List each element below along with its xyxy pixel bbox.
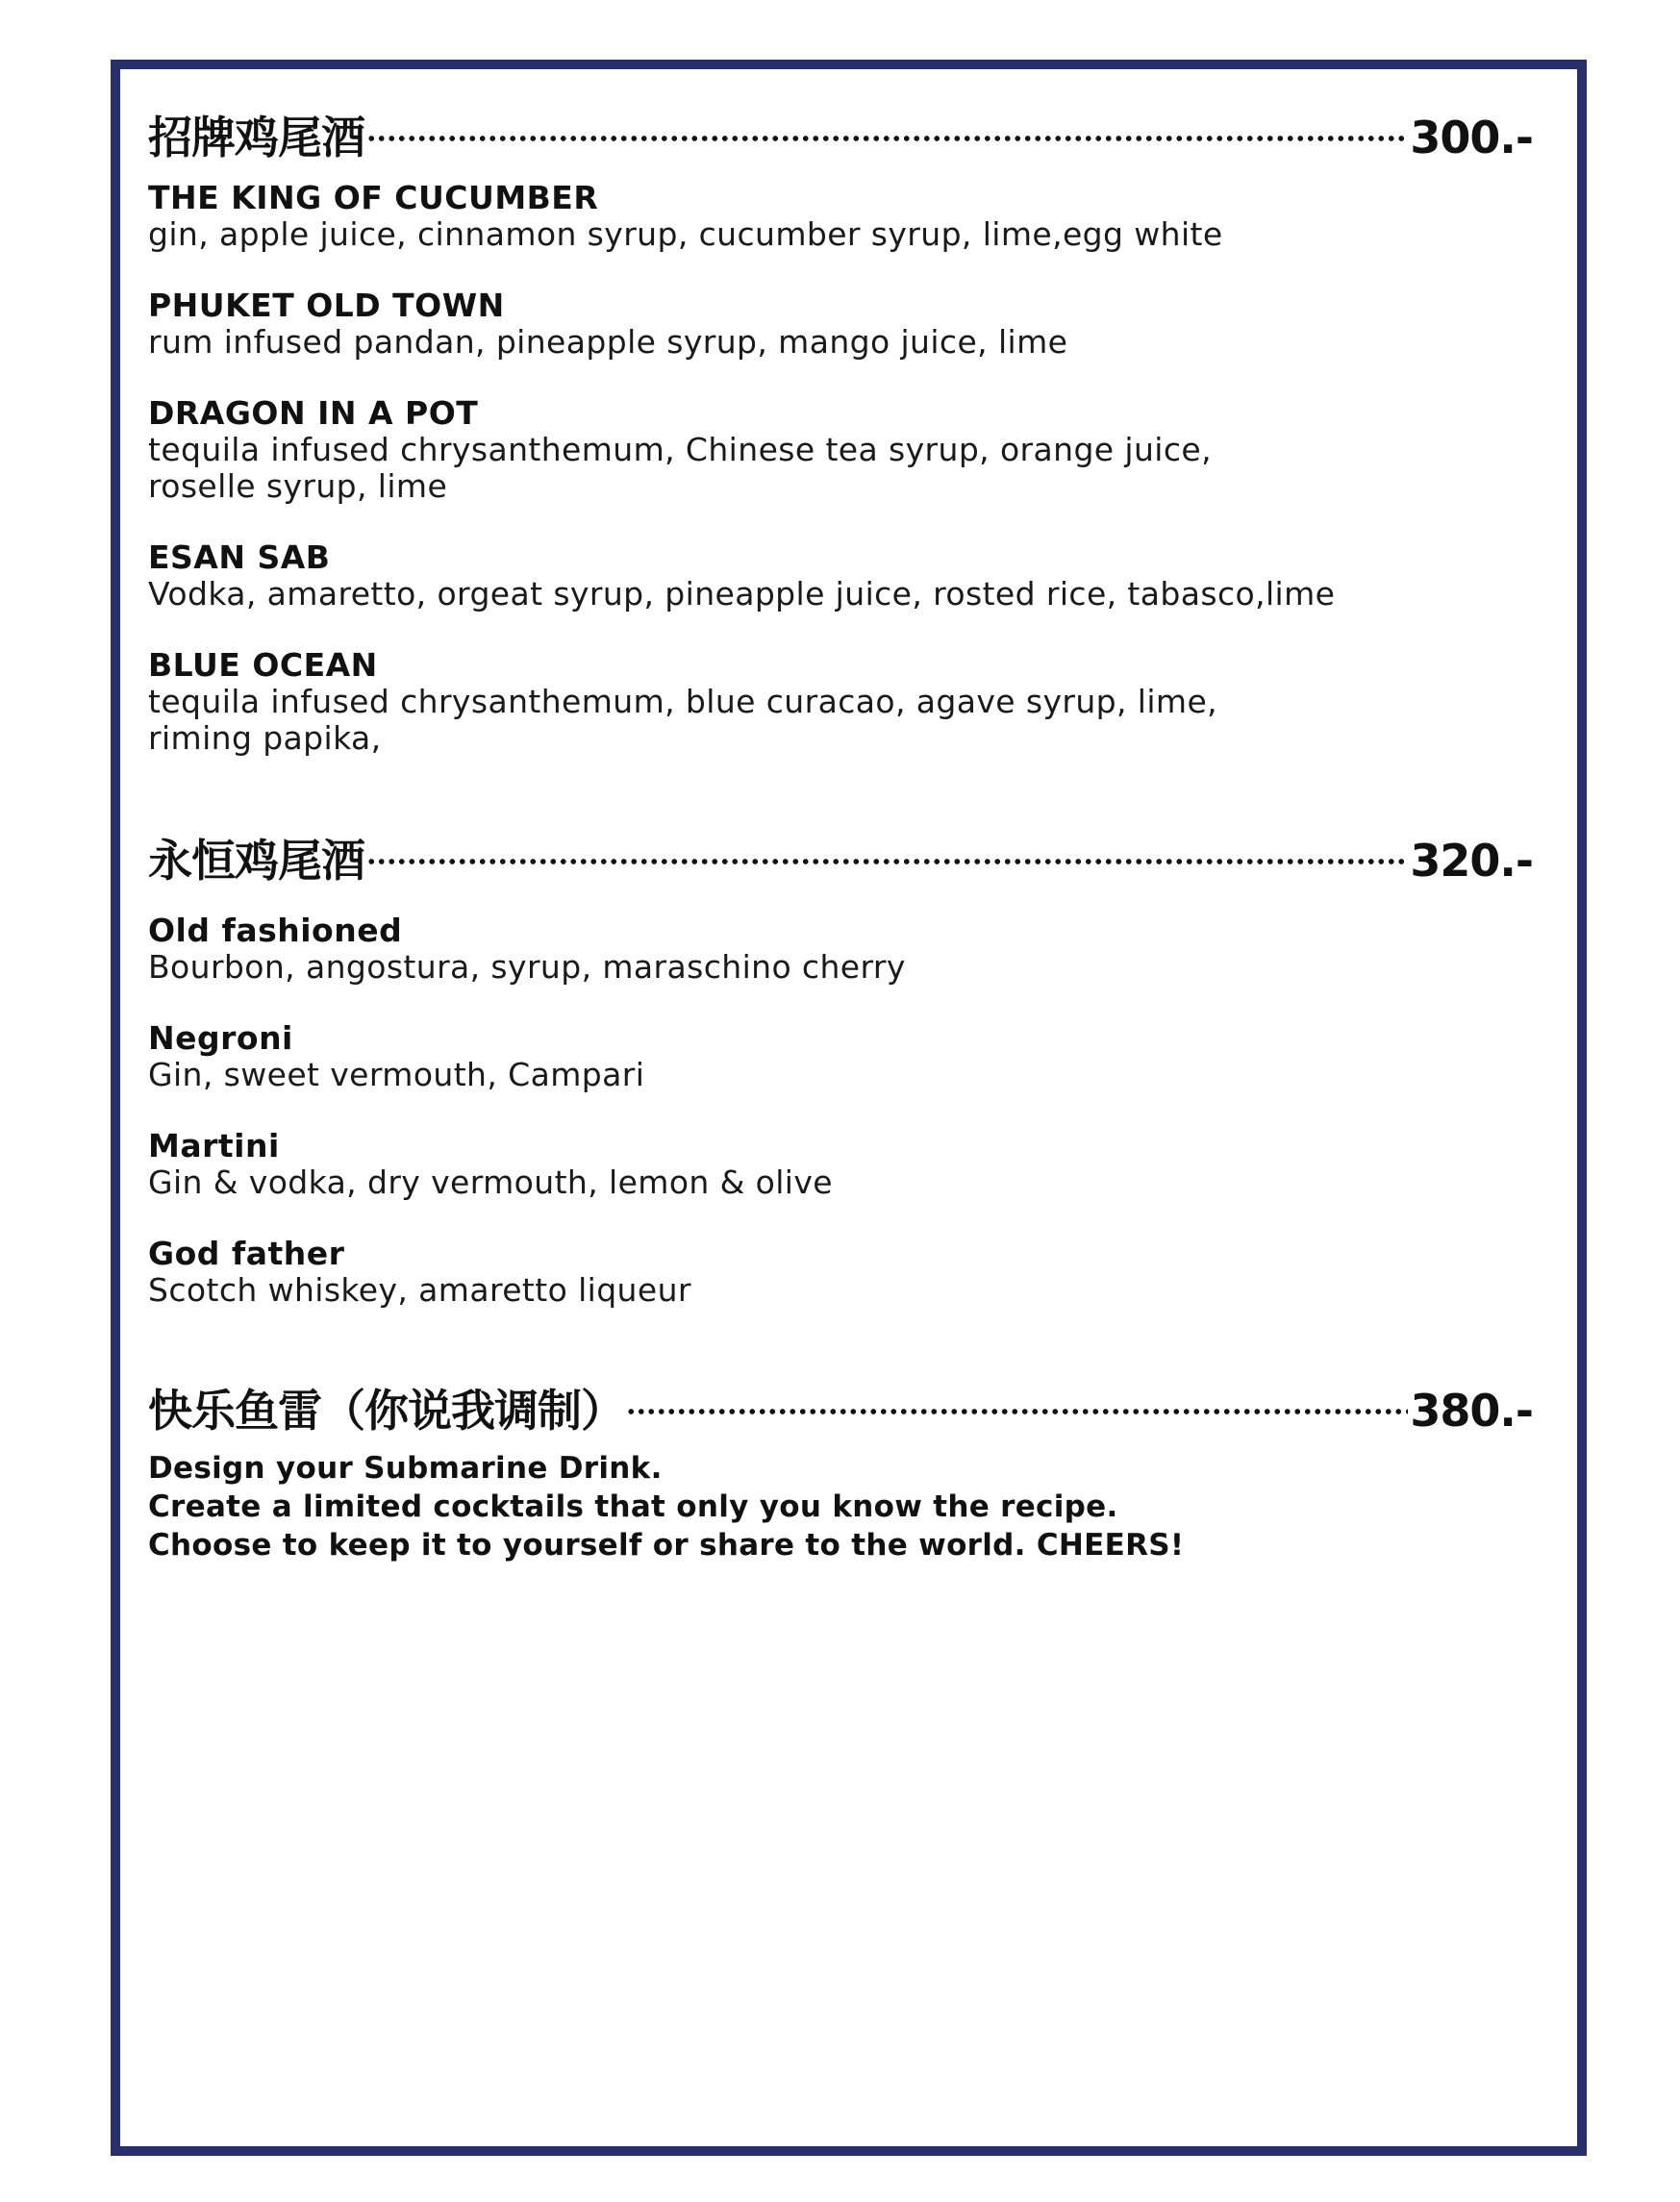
item-description: Bourbon, angostura, syrup, maraschino cherry <box>148 948 906 986</box>
item-description: tequila infused chrysanthemum, Chinese tea syrup, orange juice, roselle syrup, lime <box>148 431 1212 505</box>
menu-item <box>148 1236 1533 1309</box>
section-header-custom <box>148 1364 1533 1441</box>
section-header-classic <box>148 814 1533 891</box>
menu-item <box>148 647 1533 757</box>
item-description: Vodka, amaretto, orgeat syrup, pineapple juice, rosted rice, tabasco,lime <box>148 575 1336 613</box>
custom-drink-note: Create a limited cocktails that only you know the recipe. <box>148 1489 1118 1524</box>
item-description: Scotch whiskey, amaretto liqueur <box>148 1271 691 1309</box>
item-name: PHUKET OLD TOWN <box>148 287 505 324</box>
section-title: 永恒鸡尾酒 <box>148 835 364 887</box>
item-description: Gin & vodka, dry vermouth, lemon & olive <box>148 1164 833 1201</box>
item-name: Negroni <box>148 1019 293 1057</box>
item-description: tequila infused chrysanthemum, blue curacao, agave syrup, lime, riming papika, <box>148 683 1218 757</box>
item-name: God father <box>148 1235 345 1272</box>
item-name: DRAGON IN A POT <box>148 394 479 432</box>
menu-item <box>148 395 1533 505</box>
section-title: 快乐鱼雷（你说我调制） <box>148 1385 624 1437</box>
dot-leader <box>366 814 1408 876</box>
section-price: 320.- <box>1410 835 1533 887</box>
item-description: Gin, sweet vermouth, Campari <box>148 1056 645 1093</box>
section-price: 300.- <box>1410 112 1533 163</box>
menu-item <box>148 180 1533 253</box>
section-header-signature <box>148 91 1533 168</box>
menu-content <box>148 91 1533 1564</box>
menu-item <box>148 288 1533 361</box>
item-name: Martini <box>148 1127 280 1164</box>
section-title: 招牌鸡尾酒 <box>148 112 364 163</box>
item-name: THE KING OF CUCUMBER <box>148 179 599 216</box>
menu-item <box>148 539 1533 613</box>
dot-leader <box>366 91 1408 153</box>
custom-drink-note: Design your Submarine Drink. <box>148 1451 663 1486</box>
custom-drink-note: Choose to keep it to yourself or share to the world. CHEERS! <box>148 1528 1185 1563</box>
dot-leader <box>626 1364 1408 1426</box>
item-description: gin, apple juice, cinnamon syrup, cucumber syrup, lime,egg white <box>148 215 1223 253</box>
menu-item <box>148 1128 1533 1201</box>
section-price: 380.- <box>1410 1385 1533 1437</box>
item-description: rum infused pandan, pineapple syrup, mango juice, lime <box>148 323 1068 361</box>
menu-item <box>148 1020 1533 1093</box>
item-name: Old fashioned <box>148 912 403 949</box>
item-name: ESAN SAB <box>148 538 331 576</box>
item-name: BLUE OCEAN <box>148 646 378 684</box>
menu-item <box>148 913 1533 986</box>
